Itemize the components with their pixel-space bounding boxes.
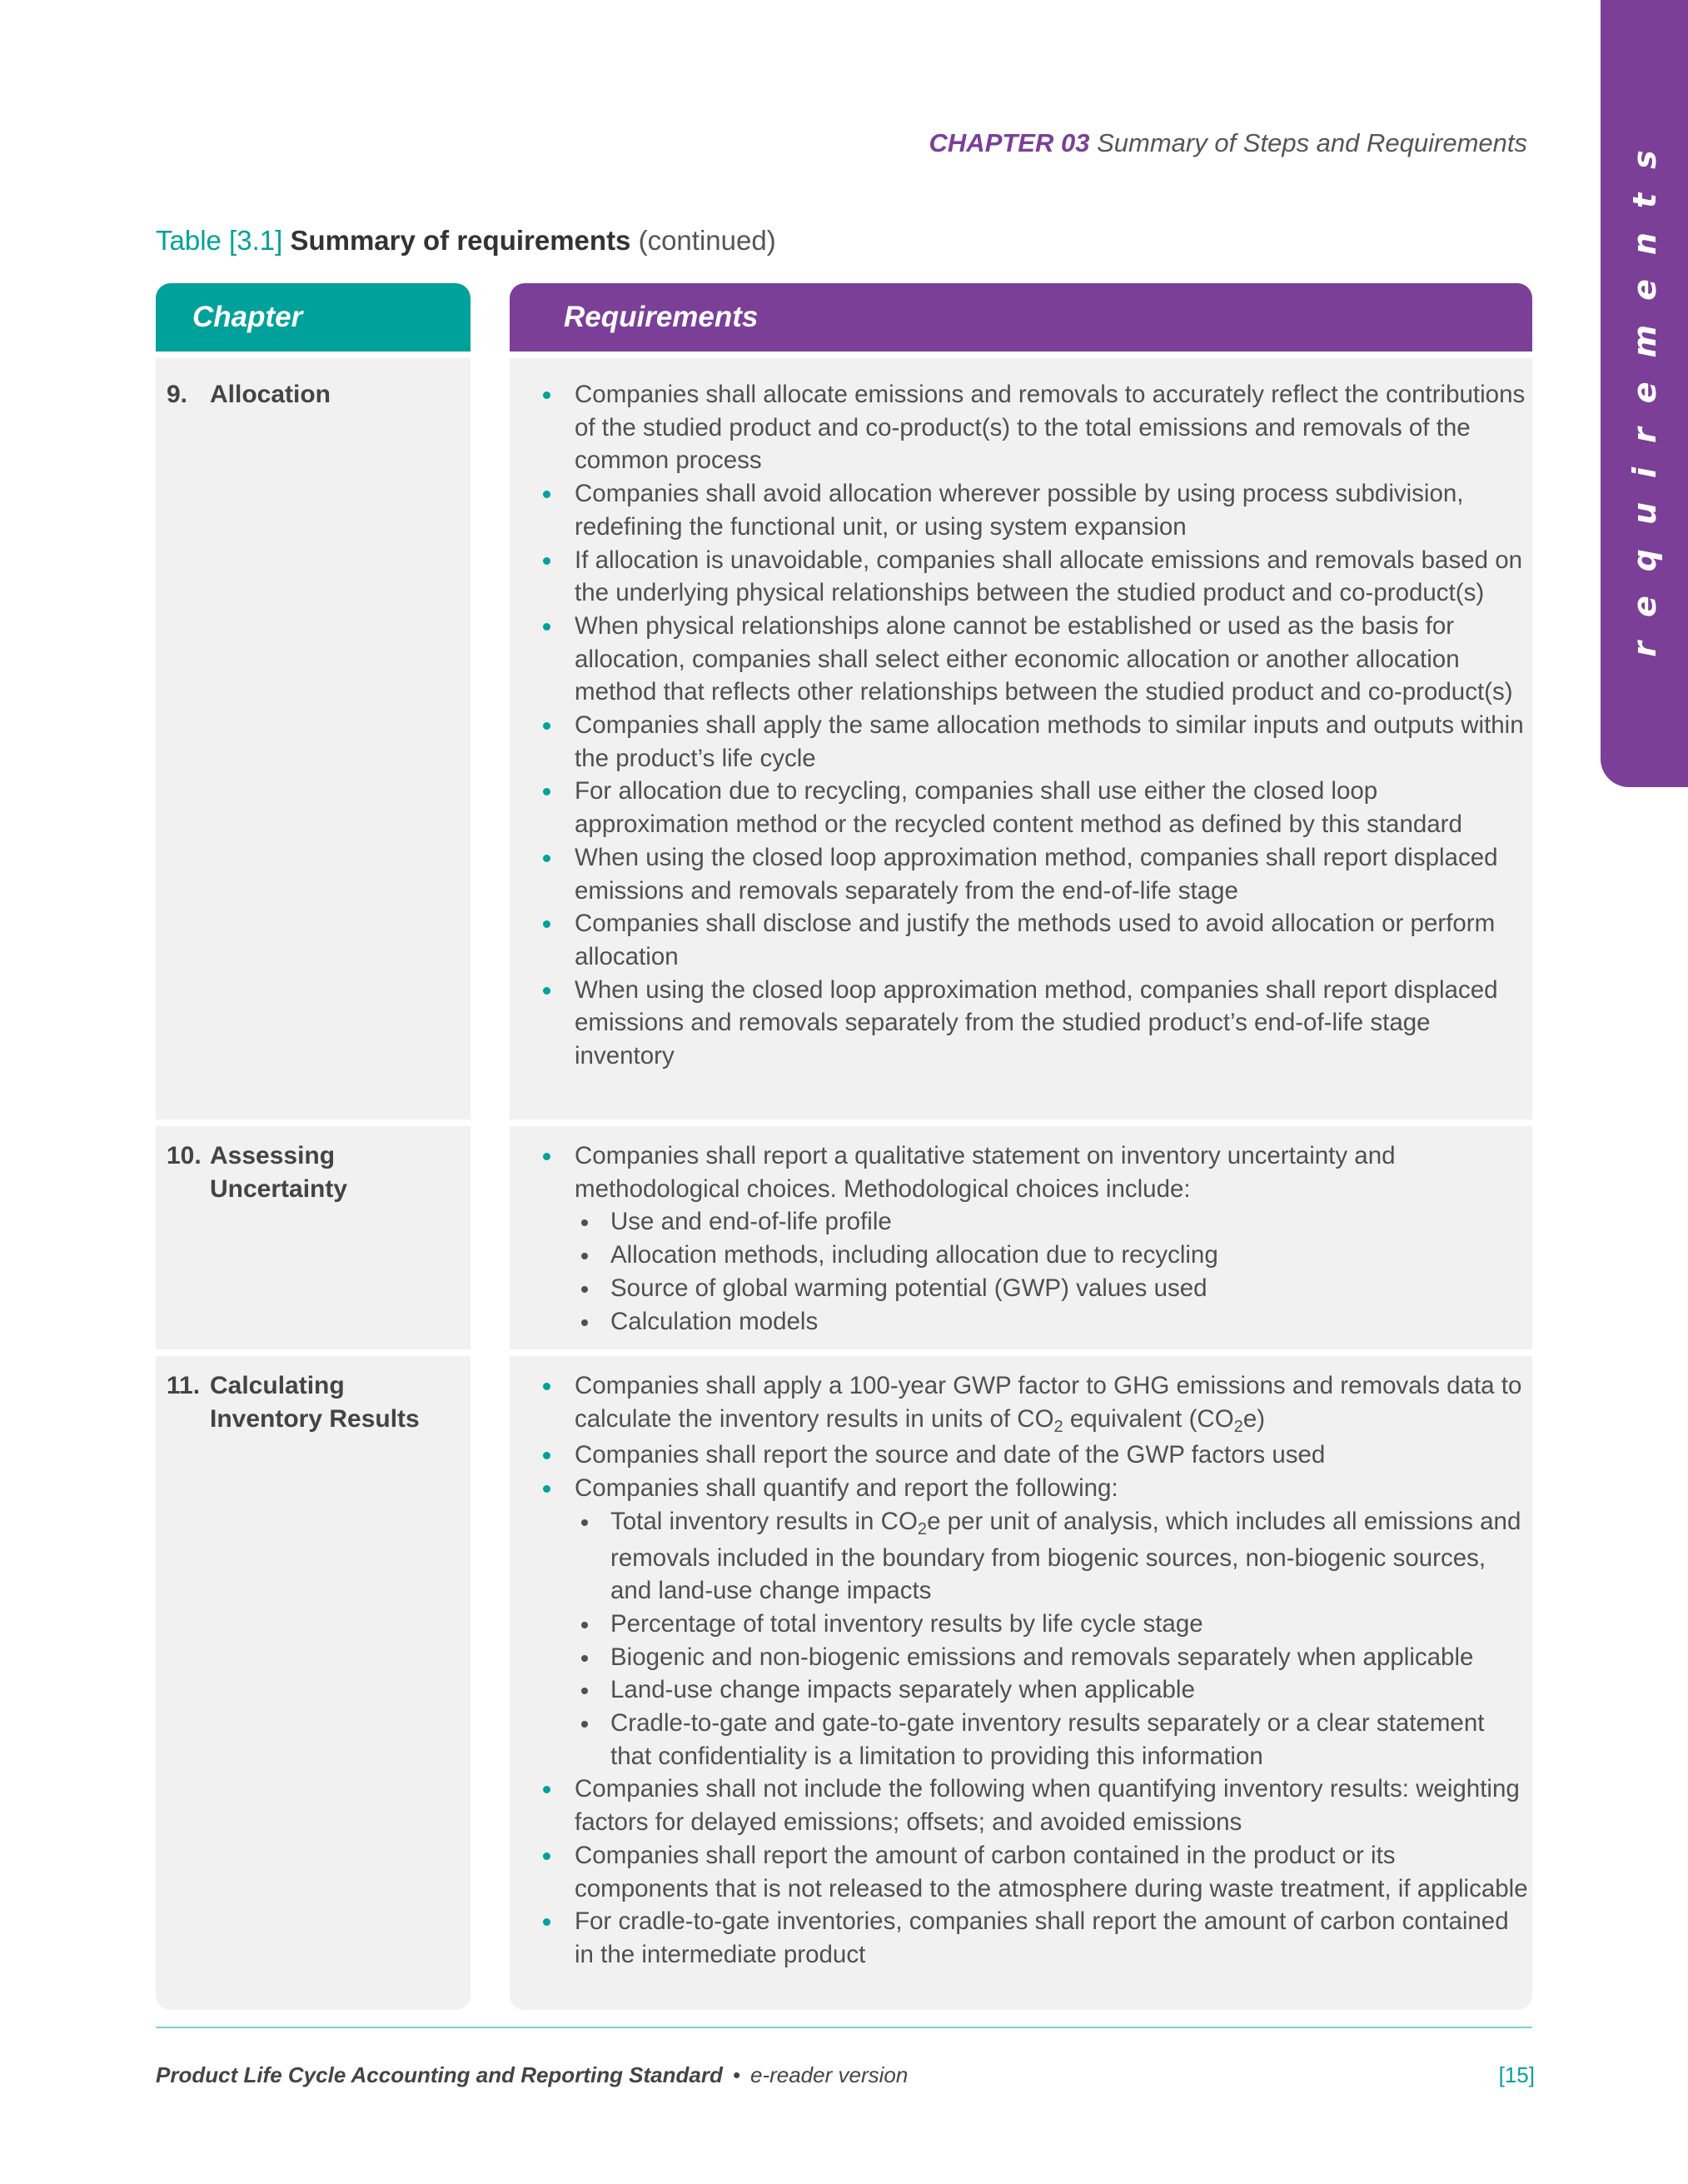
requirement-text: Companies shall report a qualitative statement on inventory uncertainty and methodological choices. Methodological choices include: bbox=[575, 1142, 1396, 1203]
chapter-header-label: Chapter bbox=[192, 301, 303, 333]
requirement-item: Companies shall allocate emissions and removals to accurately reflect the contributions of the studied product and co-product(s) to the total emissions and removals of the common process bbox=[540, 378, 1531, 477]
sub-item: Land-use change impacts separately when applicable bbox=[575, 1673, 1531, 1707]
requirement-item: Companies shall report the amount of carbon contained in the product or its components that is not released to the atmosphere during waste treatment, if applicable bbox=[540, 1839, 1531, 1905]
requirements-header-label: Requirements bbox=[564, 301, 759, 333]
page-number: [15] bbox=[1498, 2062, 1535, 2087]
side-tab bbox=[1601, 0, 1688, 787]
requirement-item: For cradle-to-gate inventories, companies shall report the amount of carbon contained in the intermediate product bbox=[540, 1905, 1531, 1971]
chapter-cell-inventory-results bbox=[167, 1369, 458, 1436]
table-number: Table [3.1] bbox=[156, 225, 283, 256]
requirement-item: Companies shall avoid allocation wherever possible by using process subdivision, redefining the functional unit, or using system expansion bbox=[540, 477, 1531, 543]
requirement-item: Companies shall report the source and date of the GWP factors used bbox=[540, 1439, 1531, 1472]
requirement-item bbox=[540, 1139, 1531, 1338]
footer-divider bbox=[156, 2027, 1532, 2028]
row-divider bbox=[150, 1349, 1541, 1356]
chapter-column-header bbox=[156, 283, 471, 352]
subscript: 2 bbox=[1233, 1417, 1243, 1436]
requirements-list-allocation bbox=[540, 378, 1531, 1073]
requirements-list-inventory-results bbox=[540, 1369, 1531, 1972]
chapter-heading bbox=[929, 128, 1527, 158]
sub-item-text: Total inventory results in CO bbox=[610, 1507, 918, 1535]
chapter-number: 9. bbox=[167, 381, 188, 408]
table-title: Summary of requirements bbox=[290, 225, 631, 256]
sub-item: Source of global warming potential (GWP) values used bbox=[575, 1272, 1531, 1305]
side-tab-label: requirements bbox=[1626, 126, 1663, 657]
sub-item bbox=[575, 1505, 1531, 1608]
requirements-list-uncertainty bbox=[540, 1139, 1531, 1338]
document-title: Product Life Cycle Accounting and Reporting Standard bbox=[156, 2062, 723, 2087]
sub-list bbox=[575, 1205, 1531, 1338]
sub-list bbox=[575, 1505, 1531, 1773]
chapter-cell-uncertainty bbox=[167, 1139, 458, 1206]
chapter-label: CHAPTER 03 bbox=[929, 128, 1090, 157]
subscript: 2 bbox=[1053, 1417, 1063, 1436]
requirement-text: Companies shall quantify and report the following: bbox=[575, 1474, 1118, 1503]
chapter-name-line2: Uncertainty bbox=[210, 1175, 348, 1203]
chapter-cell-allocation bbox=[167, 378, 458, 411]
requirement-item: For allocation due to recycling, companies shall use either the closed loop approximation method or the recycled content method as defined by this standard bbox=[540, 775, 1531, 840]
requirement-item: When using the closed loop approximation method, companies shall report displaced emissions and removals separately from the end-of-life stage bbox=[540, 841, 1531, 907]
chapter-number: 11. bbox=[167, 1372, 201, 1399]
chapter-name-line2: Inventory Results bbox=[210, 1405, 420, 1433]
chapter-name: Allocation bbox=[210, 381, 331, 408]
requirement-text: e) bbox=[1242, 1404, 1266, 1433]
requirement-item: Companies shall disclose and justify the methods used to avoid allocation or perform allocation bbox=[540, 907, 1531, 973]
requirement-item: Companies shall apply the same allocation methods to similar inputs and outputs within the product’s life cycle bbox=[540, 709, 1531, 775]
table-caption bbox=[156, 225, 776, 257]
requirement-text: equivalent (CO bbox=[1063, 1404, 1234, 1433]
footer-separator: • bbox=[732, 2062, 740, 2087]
requirement-item: When physical relationships alone cannot be established or used as the basis for allocation, companies shall select either economic allocation or another allocation method that reflects other relationships between the studied product and co-product(s) bbox=[540, 610, 1531, 709]
sub-item: Percentage of total inventory results by life cycle stage bbox=[575, 1608, 1531, 1641]
sub-item: Use and end-of-life profile bbox=[575, 1205, 1531, 1239]
requirement-text: Companies shall apply a 100-year GWP factor to GHG emissions and removals data to calculate the inventory results in units of CO bbox=[575, 1372, 1522, 1433]
subscript: 2 bbox=[917, 1519, 928, 1538]
footer-document-title bbox=[156, 2062, 908, 2088]
requirement-item: If allocation is unavoidable, companies shall allocate emissions and removals based on the underlying physical relationships between the studied product and co-product(s) bbox=[540, 544, 1531, 610]
requirement-item: Companies shall not include the following when quantifying inventory results: weighting factors for delayed emissions; offsets; and avoided emissions bbox=[540, 1773, 1531, 1838]
chapter-title: Summary of Steps and Requirements bbox=[1097, 128, 1527, 157]
sub-item: Biogenic and non-biogenic emissions and removals separately when applicable bbox=[575, 1641, 1531, 1674]
document-version: e-reader version bbox=[749, 2062, 909, 2087]
requirement-item bbox=[540, 1369, 1531, 1439]
row-divider bbox=[150, 1119, 1541, 1126]
chapter-name-line1: Assessing bbox=[210, 1142, 336, 1169]
requirements-column-header bbox=[510, 283, 1532, 352]
sub-item-text: e per unit of analysis, which includes all emissions and removals included in the boundary from biogenic sources, non-biogenic sources, and land-use change impacts bbox=[610, 1507, 1521, 1605]
chapter-number: 10. bbox=[167, 1142, 202, 1169]
sub-item: Calculation models bbox=[575, 1305, 1531, 1339]
table-continued: (continued) bbox=[638, 225, 776, 256]
sub-item: Cradle-to-gate and gate-to-gate inventory results separately or a clear statement that confidentiality is a limitation to providing this information bbox=[575, 1707, 1531, 1773]
chapter-name-line1: Calculating bbox=[210, 1372, 345, 1399]
requirement-item bbox=[540, 1472, 1531, 1773]
sub-item: Allocation methods, including allocation due to recycling bbox=[575, 1239, 1531, 1272]
requirement-item: When using the closed loop approximation method, companies shall report displaced emissions and removals separately from the studied product’s end-of-life stage inventory bbox=[540, 974, 1531, 1073]
